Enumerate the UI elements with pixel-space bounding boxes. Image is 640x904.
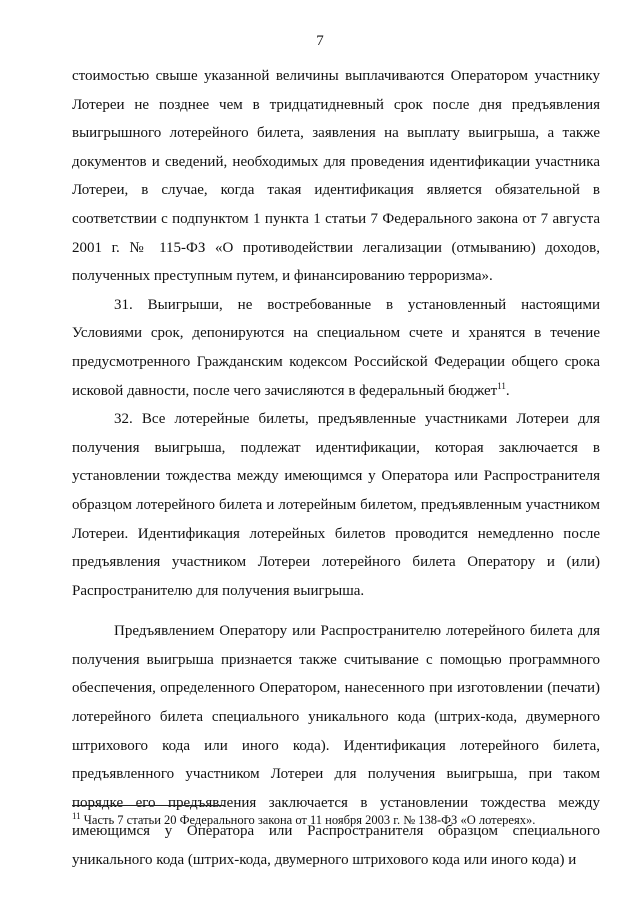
paragraph-32: 32. Все лотерейные билеты, предъявленные участниками Лотереи для получения выигрыша, подлежат идентификации, которая заключается в установлении тождества между имеющимся у Оператора или Распространителя образцом лотерейного билета и лотерейным билетом, предъявленным участником Лотереи. Идентификация лотерейных билетов проводится немедленно после предъявления участником Лотереи лотерейного билета Оператору и (или) Распространителю для получения выигрыша. (72, 411, 600, 599)
footnote-marker: 11 (72, 810, 81, 821)
paragraph-31-end: . (505, 382, 510, 399)
document-body (72, 62, 600, 875)
footnote-reference: 11 (497, 380, 506, 391)
paragraph-continuation: стоимостью свыше указанной величины выплачиваются Оператором участнику Лотереи не позднее чем в тридцатидневный срок после дня предъявления выигрышного лотерейного билета, заявления на выплату выигрыша, а также документов и сведений, необходимых для проведения идентификации участника Лотереи, в случае, когда такая идентификация является обязательной в соответствии с подпунктом 1 пункта 1 статьи 7 Федерального закона от 7 августа 2001 г. № 115-ФЗ «О противодействии легализации (отмыванию) доходов, полученных преступным путем, и финансированию терроризма». (72, 68, 600, 285)
footnote (72, 812, 600, 828)
paragraph-32-continued: Предъявлением Оператору или Распространителю лотерейного билета для получения выигрыша признается также считывание с помощью программного обеспечения, определенного Оператором, нанесенного при изготовлении (печати) лотерейного билета специального уникального кода (штрих-кода, двумерного штрихового кода или иного кода). Идентификация лотерейного билета, предъявленного участником Лотереи для получения выигрыша, при таком порядке его предъявления заключается в установлении тождества между имеющимся у Оператора или Распространителя образцом специального уникального кода (штрих-кода, двумерного штрихового кода или иного кода) и (72, 623, 600, 869)
paragraph-gap (72, 605, 600, 617)
paragraph-31-text: 31. Выигрыши, не востребованные в установленный настоящими Условиями срок, депонируются на специальном счете и хранятся в течение предусмотренного Гражданским кодексом Российской Федерации общего срока исковой давности, после чего зачисляются в федеральный бюджет (72, 296, 600, 399)
footnote-separator (72, 805, 224, 806)
paragraph-31 (72, 291, 600, 405)
page-number: 7 (316, 33, 324, 49)
footnote-text: Часть 7 статьи 20 Федерального закона от 11 ноября 2003 г. № 138-ФЗ «О лотереях». (80, 813, 536, 827)
